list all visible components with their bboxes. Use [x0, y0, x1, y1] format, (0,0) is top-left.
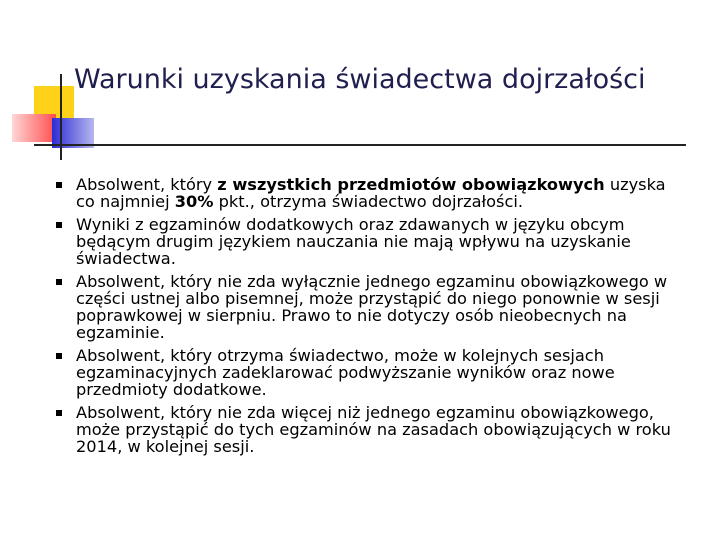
bullet-text: Absolwent, który nie zda więcej niż jednego egzaminu obowiązkowego, może przystąpić do tych egzaminów na zasadach obowiązujących w roku 2014, w kolejnej sesji. — [76, 403, 671, 456]
bullet-item-5 — [52, 404, 682, 455]
bullet-text-part: uzyska co najmniej — [76, 175, 666, 211]
square-bullet-icon — [56, 222, 62, 228]
decor-red-square — [12, 114, 56, 142]
bullet-text: Absolwent, który nie zda wyłącznie jednego egzaminu obowiązkowego w części ustnej albo pisemnej, może przystąpić do niego ponownie w sesji poprawkowej w sierpniu. Prawo to nie dotyczy osób nieobecnych na egzaminie. — [76, 272, 668, 342]
bullet-text-part: Absolwent, który — [76, 175, 218, 194]
title-underline — [34, 144, 686, 146]
square-bullet-icon — [56, 182, 62, 188]
bullet-text: Wyniki z egzaminów dodatkowych oraz zdawanych w języku obcym będącym drugim językiem nauczania nie mają wpływu na uzyskanie świadectwa. — [76, 215, 631, 268]
bullet-text: Absolwent, który otrzyma świadectwo, może w kolejnych sesjach egzaminacyjnych zadeklarować podwyższanie wyników oraz nowe przedmioty dodatkowe. — [76, 346, 615, 399]
bullet-item-4 — [52, 347, 682, 398]
bullet-text — [76, 175, 666, 211]
bullet-list — [52, 176, 682, 461]
square-bullet-icon — [56, 353, 62, 359]
bullet-item-1 — [52, 176, 682, 210]
square-bullet-icon — [56, 279, 62, 285]
bullet-text-part: pkt., otrzyma świadectwo dojrzałości. — [213, 192, 523, 211]
bullet-item-3 — [52, 273, 682, 341]
bullet-bold-percent: 30% — [174, 192, 214, 211]
bullet-bold-text: z wszystkich przedmiotów obowiązkowych — [217, 175, 605, 194]
slide-title: Warunki uzyskania świadectwa dojrzałości — [74, 64, 646, 95]
square-bullet-icon — [56, 410, 62, 416]
bullet-item-2 — [52, 216, 682, 267]
decor-vertical-line — [60, 74, 62, 160]
